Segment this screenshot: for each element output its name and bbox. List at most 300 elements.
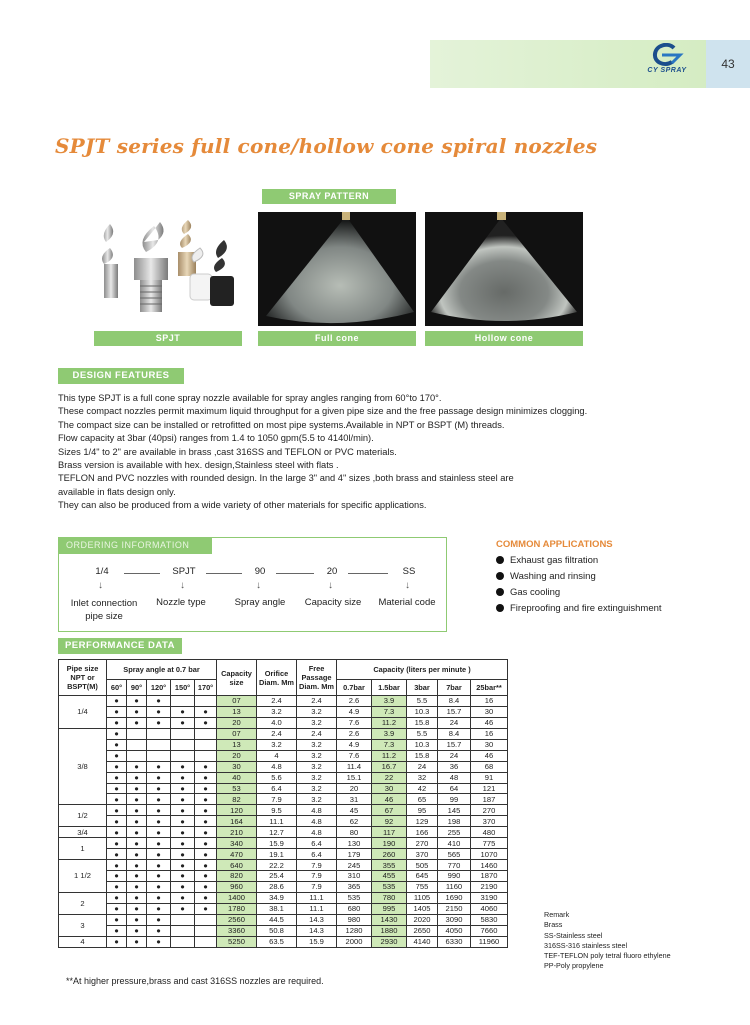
value-cell: 45 bbox=[337, 805, 372, 816]
value-cell: 3.9 bbox=[372, 728, 407, 739]
value-cell: 16 bbox=[471, 728, 508, 739]
value-cell: 1280 bbox=[337, 925, 372, 936]
available-dot-cell: ● bbox=[171, 794, 195, 805]
value-cell: 38.1 bbox=[257, 903, 297, 914]
value-cell: 455 bbox=[372, 871, 407, 882]
value-cell: 91 bbox=[471, 772, 508, 783]
value-cell: 245 bbox=[337, 860, 372, 871]
bullet-icon bbox=[496, 572, 504, 580]
available-dot-cell: ● bbox=[127, 849, 147, 860]
value-cell: 1690 bbox=[438, 892, 471, 903]
available-dot-cell: ● bbox=[195, 783, 217, 794]
page-number: 43 bbox=[706, 40, 750, 88]
value-cell: 179 bbox=[337, 849, 372, 860]
available-dot-cell: ● bbox=[171, 816, 195, 827]
order-label-nozzle-type: Nozzle type bbox=[156, 597, 206, 608]
design-features-text bbox=[58, 392, 698, 513]
remark-line: PP-Poly propylene bbox=[544, 961, 604, 971]
available-dot-cell: ● bbox=[171, 860, 195, 871]
available-dot-cell: ● bbox=[171, 761, 195, 772]
value-cell: 65 bbox=[407, 794, 438, 805]
down-arrow-icon: ↓ bbox=[405, 580, 410, 591]
available-dot-cell: ● bbox=[127, 925, 147, 936]
available-dot-cell: ● bbox=[195, 717, 217, 728]
value-cell: 565 bbox=[438, 849, 471, 860]
empty-cell bbox=[195, 750, 217, 761]
available-dot-cell: ● bbox=[127, 816, 147, 827]
value-cell: 310 bbox=[337, 871, 372, 882]
value-cell: 3.2 bbox=[297, 717, 337, 728]
applications-heading: COMMON APPLICATIONS bbox=[496, 539, 613, 550]
remark-line: SS-Stainless steel bbox=[544, 930, 603, 940]
value-cell: 2650 bbox=[407, 925, 438, 936]
value-cell: 64 bbox=[438, 783, 471, 794]
remark-line: TEF-TEFLON poly tetral fluoro ethylene bbox=[544, 951, 671, 961]
value-cell: 1460 bbox=[471, 860, 508, 871]
capacity-size-cell: 5250 bbox=[217, 936, 257, 947]
value-cell: 270 bbox=[471, 805, 508, 816]
value-cell: 46 bbox=[372, 794, 407, 805]
capacity-size-cell: 07 bbox=[217, 728, 257, 739]
available-dot-cell: ● bbox=[127, 936, 147, 947]
value-cell: 370 bbox=[407, 849, 438, 860]
value-cell: 990 bbox=[438, 871, 471, 882]
capacity-size-cell: 164 bbox=[217, 816, 257, 827]
value-cell: 48 bbox=[438, 772, 471, 783]
empty-cell bbox=[127, 739, 147, 750]
feature-line: Flow capacity at 3bar (40psi) ranges from 1.4 to 1050 gpm(5.5 to 4140l/min). bbox=[58, 433, 374, 444]
pipe-size-cell: 4 bbox=[59, 936, 107, 947]
value-cell: 535 bbox=[372, 881, 407, 892]
value-cell: 9.5 bbox=[257, 805, 297, 816]
available-dot-cell: ● bbox=[127, 696, 147, 707]
value-cell: 5.5 bbox=[407, 696, 438, 707]
header-orifice: Orifice Diam. Mm bbox=[257, 660, 297, 696]
order-dash bbox=[348, 573, 388, 574]
available-dot-cell: ● bbox=[107, 728, 127, 739]
value-cell: 34.9 bbox=[257, 892, 297, 903]
value-cell: 680 bbox=[337, 903, 372, 914]
value-cell: 10.3 bbox=[407, 706, 438, 717]
table-row bbox=[59, 925, 508, 936]
value-cell: 145 bbox=[438, 805, 471, 816]
photo-label-spjt: SPJT bbox=[94, 331, 242, 346]
available-dot-cell: ● bbox=[195, 892, 217, 903]
available-dot-cell: ● bbox=[147, 772, 171, 783]
application-item: Fireproofing and fire extinguishment bbox=[496, 603, 662, 614]
order-code-spray-angle: 90 bbox=[254, 566, 266, 577]
value-cell: 2150 bbox=[438, 903, 471, 914]
available-dot-cell: ● bbox=[147, 892, 171, 903]
available-dot-cell: ● bbox=[127, 903, 147, 914]
value-cell: 16.7 bbox=[372, 761, 407, 772]
available-dot-cell: ● bbox=[195, 816, 217, 827]
available-dot-cell: ● bbox=[107, 739, 127, 750]
value-cell: 755 bbox=[407, 881, 438, 892]
value-cell: 30 bbox=[372, 783, 407, 794]
empty-cell bbox=[147, 750, 171, 761]
value-cell: 31 bbox=[337, 794, 372, 805]
value-cell: 645 bbox=[407, 871, 438, 882]
pipe-size-cell: 1/2 bbox=[59, 805, 107, 827]
available-dot-cell: ● bbox=[147, 761, 171, 772]
value-cell: 11960 bbox=[471, 936, 508, 947]
order-code-capacity-size: 20 bbox=[326, 566, 338, 577]
value-cell: 355 bbox=[372, 860, 407, 871]
available-dot-cell: ● bbox=[127, 717, 147, 728]
value-cell: 95 bbox=[407, 805, 438, 816]
value-cell: 1430 bbox=[372, 914, 407, 925]
photo-label-full-cone: Full cone bbox=[258, 331, 416, 346]
value-cell: 7.9 bbox=[297, 860, 337, 871]
available-dot-cell: ● bbox=[195, 860, 217, 871]
value-cell: 480 bbox=[471, 827, 508, 838]
value-cell: 68 bbox=[471, 761, 508, 772]
available-dot-cell: ● bbox=[107, 783, 127, 794]
value-cell: 67 bbox=[372, 805, 407, 816]
value-cell: 198 bbox=[438, 816, 471, 827]
available-dot-cell: ● bbox=[107, 772, 127, 783]
available-dot-cell: ● bbox=[107, 816, 127, 827]
value-cell: 7.9 bbox=[257, 794, 297, 805]
value-cell: 3.9 bbox=[372, 696, 407, 707]
order-label-pipe-size: Inlet connection pipe size bbox=[70, 598, 138, 622]
application-item: Gas cooling bbox=[496, 587, 560, 598]
available-dot-cell: ● bbox=[147, 903, 171, 914]
available-dot-cell: ● bbox=[147, 881, 171, 892]
value-cell: 30 bbox=[471, 739, 508, 750]
value-cell: 4 bbox=[257, 750, 297, 761]
value-cell: 129 bbox=[407, 816, 438, 827]
value-cell: 2.6 bbox=[337, 728, 372, 739]
table-row bbox=[59, 881, 508, 892]
value-cell: 410 bbox=[438, 838, 471, 849]
empty-cell bbox=[127, 728, 147, 739]
available-dot-cell: ● bbox=[107, 903, 127, 914]
empty-cell bbox=[195, 728, 217, 739]
available-dot-cell: ● bbox=[107, 892, 127, 903]
value-cell: 4.8 bbox=[257, 761, 297, 772]
value-cell: 8.4 bbox=[438, 728, 471, 739]
value-cell: 99 bbox=[438, 794, 471, 805]
feature-line: They can also be produced from a wide variety of other materials for specific applications. bbox=[58, 500, 427, 511]
empty-cell bbox=[171, 696, 195, 707]
table-row bbox=[59, 761, 508, 772]
header-pressure: 1.5bar bbox=[372, 680, 407, 696]
remark-block bbox=[544, 910, 671, 972]
value-cell: 4.8 bbox=[297, 816, 337, 827]
value-cell: 3.2 bbox=[297, 739, 337, 750]
header-pipe-size: Pipe size NPT or BSPT(M) bbox=[59, 660, 107, 696]
value-cell: 7660 bbox=[471, 925, 508, 936]
value-cell: 7.6 bbox=[337, 717, 372, 728]
feature-line: Brass version is available with hex. design,Stainless steel with flats . bbox=[58, 460, 339, 471]
value-cell: 11.2 bbox=[372, 750, 407, 761]
value-cell: 3.2 bbox=[297, 706, 337, 717]
value-cell: 15.8 bbox=[407, 717, 438, 728]
down-arrow-icon: ↓ bbox=[180, 580, 185, 591]
value-cell: 22.2 bbox=[257, 860, 297, 871]
value-cell: 1870 bbox=[471, 871, 508, 882]
value-cell: 2000 bbox=[337, 936, 372, 947]
capacity-size-cell: 13 bbox=[217, 739, 257, 750]
table-row bbox=[59, 805, 508, 816]
capacity-size-cell: 53 bbox=[217, 783, 257, 794]
available-dot-cell: ● bbox=[147, 696, 171, 707]
capacity-size-cell: 340 bbox=[217, 838, 257, 849]
value-cell: 4050 bbox=[438, 925, 471, 936]
capacity-size-cell: 640 bbox=[217, 860, 257, 871]
available-dot-cell: ● bbox=[195, 794, 217, 805]
value-cell: 775 bbox=[471, 838, 508, 849]
application-item: Washing and rinsing bbox=[496, 571, 596, 582]
remark-line: 316SS-316 stainless steel bbox=[544, 940, 628, 950]
value-cell: 24 bbox=[438, 750, 471, 761]
empty-cell bbox=[171, 728, 195, 739]
available-dot-cell: ● bbox=[147, 838, 171, 849]
value-cell: 10.3 bbox=[407, 739, 438, 750]
order-dash bbox=[124, 573, 160, 574]
value-cell: 1105 bbox=[407, 892, 438, 903]
ordering-info-heading: ORDERING INFORMATION bbox=[58, 537, 212, 554]
capacity-size-cell: 40 bbox=[217, 772, 257, 783]
table-row bbox=[59, 696, 508, 707]
empty-cell bbox=[171, 750, 195, 761]
available-dot-cell: ● bbox=[107, 827, 127, 838]
performance-table bbox=[58, 659, 508, 948]
value-cell: 6.4 bbox=[257, 783, 297, 794]
value-cell: 187 bbox=[471, 794, 508, 805]
value-cell: 6.4 bbox=[297, 849, 337, 860]
value-cell: 3.2 bbox=[297, 761, 337, 772]
empty-cell bbox=[147, 728, 171, 739]
value-cell: 1070 bbox=[471, 849, 508, 860]
available-dot-cell: ● bbox=[107, 706, 127, 717]
capacity-size-cell: 20 bbox=[217, 717, 257, 728]
empty-cell bbox=[195, 936, 217, 947]
header-pressure: 25bar** bbox=[471, 680, 508, 696]
table-row bbox=[59, 717, 508, 728]
empty-cell bbox=[195, 925, 217, 936]
value-cell: 3.2 bbox=[257, 706, 297, 717]
value-cell: 7.9 bbox=[297, 871, 337, 882]
footnote: **At higher pressure,brass and cast 316SS nozzles are required. bbox=[66, 976, 324, 986]
feature-line: TEFLON and PVC nozzles with rounded design. In the large 3" and 4" sizes ,both brass and stainless steel are bbox=[58, 473, 514, 484]
available-dot-cell: ● bbox=[171, 903, 195, 914]
value-cell: 22 bbox=[372, 772, 407, 783]
value-cell: 80 bbox=[337, 827, 372, 838]
value-cell: 19.1 bbox=[257, 849, 297, 860]
pipe-size-cell: 1/4 bbox=[59, 696, 107, 729]
value-cell: 995 bbox=[372, 903, 407, 914]
value-cell: 16 bbox=[471, 696, 508, 707]
available-dot-cell: ● bbox=[147, 794, 171, 805]
value-cell: 1880 bbox=[372, 925, 407, 936]
available-dot-cell: ● bbox=[171, 772, 195, 783]
brand-logo bbox=[639, 43, 695, 74]
value-cell: 4060 bbox=[471, 903, 508, 914]
header-capacity-lpm: Capacity (liters per minute ) bbox=[337, 660, 508, 680]
value-cell: 15.9 bbox=[257, 838, 297, 849]
value-cell: 15.9 bbox=[297, 936, 337, 947]
empty-cell bbox=[195, 914, 217, 925]
available-dot-cell: ● bbox=[147, 914, 171, 925]
design-features-heading: DESIGN FEATURES bbox=[58, 368, 184, 384]
value-cell: 2.4 bbox=[257, 696, 297, 707]
value-cell: 4140 bbox=[407, 936, 438, 947]
value-cell: 15.8 bbox=[407, 750, 438, 761]
remark-line: Brass bbox=[544, 920, 563, 930]
order-code-pipe-size: 1/4 bbox=[95, 566, 109, 577]
value-cell: 166 bbox=[407, 827, 438, 838]
available-dot-cell: ● bbox=[195, 849, 217, 860]
value-cell: 62 bbox=[337, 816, 372, 827]
remark-heading: Remark bbox=[544, 910, 570, 919]
value-cell: 46 bbox=[471, 717, 508, 728]
header-angle: 60° bbox=[107, 680, 127, 696]
capacity-size-cell: 07 bbox=[217, 696, 257, 707]
value-cell: 365 bbox=[337, 881, 372, 892]
available-dot-cell: ● bbox=[107, 717, 127, 728]
value-cell: 2190 bbox=[471, 881, 508, 892]
capacity-size-cell: 2560 bbox=[217, 914, 257, 925]
capacity-size-cell: 470 bbox=[217, 849, 257, 860]
value-cell: 4.8 bbox=[297, 805, 337, 816]
available-dot-cell: ● bbox=[147, 805, 171, 816]
available-dot-cell: ● bbox=[107, 805, 127, 816]
capacity-size-cell: 13 bbox=[217, 706, 257, 717]
table-row bbox=[59, 892, 508, 903]
table-row bbox=[59, 706, 508, 717]
nozzle-product-photo bbox=[94, 212, 242, 328]
available-dot-cell: ● bbox=[147, 827, 171, 838]
value-cell: 1405 bbox=[407, 903, 438, 914]
available-dot-cell: ● bbox=[195, 871, 217, 882]
value-cell: 6330 bbox=[438, 936, 471, 947]
available-dot-cell: ● bbox=[107, 849, 127, 860]
down-arrow-icon: ↓ bbox=[256, 580, 261, 591]
available-dot-cell: ● bbox=[171, 783, 195, 794]
table-row bbox=[59, 936, 508, 947]
available-dot-cell: ● bbox=[107, 838, 127, 849]
available-dot-cell: ● bbox=[171, 706, 195, 717]
available-dot-cell: ● bbox=[107, 794, 127, 805]
value-cell: 11.2 bbox=[372, 717, 407, 728]
available-dot-cell: ● bbox=[107, 860, 127, 871]
photo-label-hollow-cone: Hollow cone bbox=[425, 331, 583, 346]
header-angle: 170° bbox=[195, 680, 217, 696]
brand-name: CY SPRAY bbox=[647, 67, 687, 74]
value-cell: 255 bbox=[438, 827, 471, 838]
value-cell: 3.2 bbox=[297, 772, 337, 783]
value-cell: 190 bbox=[372, 838, 407, 849]
value-cell: 92 bbox=[372, 816, 407, 827]
empty-cell bbox=[171, 936, 195, 947]
available-dot-cell: ● bbox=[147, 925, 171, 936]
available-dot-cell: ● bbox=[127, 827, 147, 838]
table-row bbox=[59, 794, 508, 805]
order-dash bbox=[206, 573, 242, 574]
value-cell: 770 bbox=[438, 860, 471, 871]
available-dot-cell: ● bbox=[127, 892, 147, 903]
available-dot-cell: ● bbox=[127, 860, 147, 871]
down-arrow-icon: ↓ bbox=[328, 580, 333, 591]
value-cell: 8.4 bbox=[438, 696, 471, 707]
available-dot-cell: ● bbox=[127, 794, 147, 805]
available-dot-cell: ● bbox=[107, 881, 127, 892]
capacity-size-cell: 960 bbox=[217, 881, 257, 892]
value-cell: 2.4 bbox=[297, 728, 337, 739]
capacity-size-cell: 120 bbox=[217, 805, 257, 816]
table-row bbox=[59, 728, 508, 739]
value-cell: 11.1 bbox=[257, 816, 297, 827]
value-cell: 4.0 bbox=[257, 717, 297, 728]
value-cell: 3.2 bbox=[297, 794, 337, 805]
empty-cell bbox=[171, 925, 195, 936]
value-cell: 7.9 bbox=[297, 881, 337, 892]
cy-spray-logo-icon bbox=[650, 43, 684, 67]
available-dot-cell: ● bbox=[147, 849, 171, 860]
capacity-size-cell: 820 bbox=[217, 871, 257, 882]
table-row bbox=[59, 838, 508, 849]
table-row bbox=[59, 871, 508, 882]
value-cell: 260 bbox=[372, 849, 407, 860]
table-row bbox=[59, 860, 508, 871]
pipe-size-cell: 1 bbox=[59, 838, 107, 860]
value-cell: 44.5 bbox=[257, 914, 297, 925]
value-cell: 3.2 bbox=[257, 739, 297, 750]
value-cell: 117 bbox=[372, 827, 407, 838]
available-dot-cell: ● bbox=[171, 849, 195, 860]
header-capacity-size: Capacity size bbox=[217, 660, 257, 696]
empty-cell bbox=[195, 696, 217, 707]
table-row bbox=[59, 783, 508, 794]
table-row bbox=[59, 816, 508, 827]
table-row bbox=[59, 849, 508, 860]
value-cell: 2020 bbox=[407, 914, 438, 925]
pipe-size-cell: 2 bbox=[59, 892, 107, 914]
value-cell: 535 bbox=[337, 892, 372, 903]
table-row bbox=[59, 914, 508, 925]
available-dot-cell: ● bbox=[147, 783, 171, 794]
available-dot-cell: ● bbox=[107, 914, 127, 925]
value-cell: 505 bbox=[407, 860, 438, 871]
performance-data-heading: PERFORMANCE DATA bbox=[58, 638, 182, 654]
order-label-capacity-size: Capacity size bbox=[304, 597, 362, 608]
value-cell: 24 bbox=[407, 761, 438, 772]
header-spray-angle: Spray angle at 0.7 bar bbox=[107, 660, 217, 680]
value-cell: 46 bbox=[471, 750, 508, 761]
value-cell: 270 bbox=[407, 838, 438, 849]
value-cell: 5.5 bbox=[407, 728, 438, 739]
value-cell: 3190 bbox=[471, 892, 508, 903]
feature-line: Sizes 1/4" to 2" are available in brass ,cast 316SS and TEFLON or PVC materials. bbox=[58, 446, 397, 457]
value-cell: 36 bbox=[438, 761, 471, 772]
capacity-size-cell: 3360 bbox=[217, 925, 257, 936]
value-cell: 4.9 bbox=[337, 706, 372, 717]
value-cell: 11.1 bbox=[297, 892, 337, 903]
value-cell: 2930 bbox=[372, 936, 407, 947]
value-cell: 5.6 bbox=[257, 772, 297, 783]
available-dot-cell: ● bbox=[127, 838, 147, 849]
value-cell: 4.8 bbox=[297, 827, 337, 838]
available-dot-cell: ● bbox=[107, 936, 127, 947]
table-row bbox=[59, 739, 508, 750]
available-dot-cell: ● bbox=[195, 827, 217, 838]
order-code-nozzle-type: SPJT bbox=[172, 566, 196, 577]
available-dot-cell: ● bbox=[195, 838, 217, 849]
value-cell: 14.3 bbox=[297, 925, 337, 936]
